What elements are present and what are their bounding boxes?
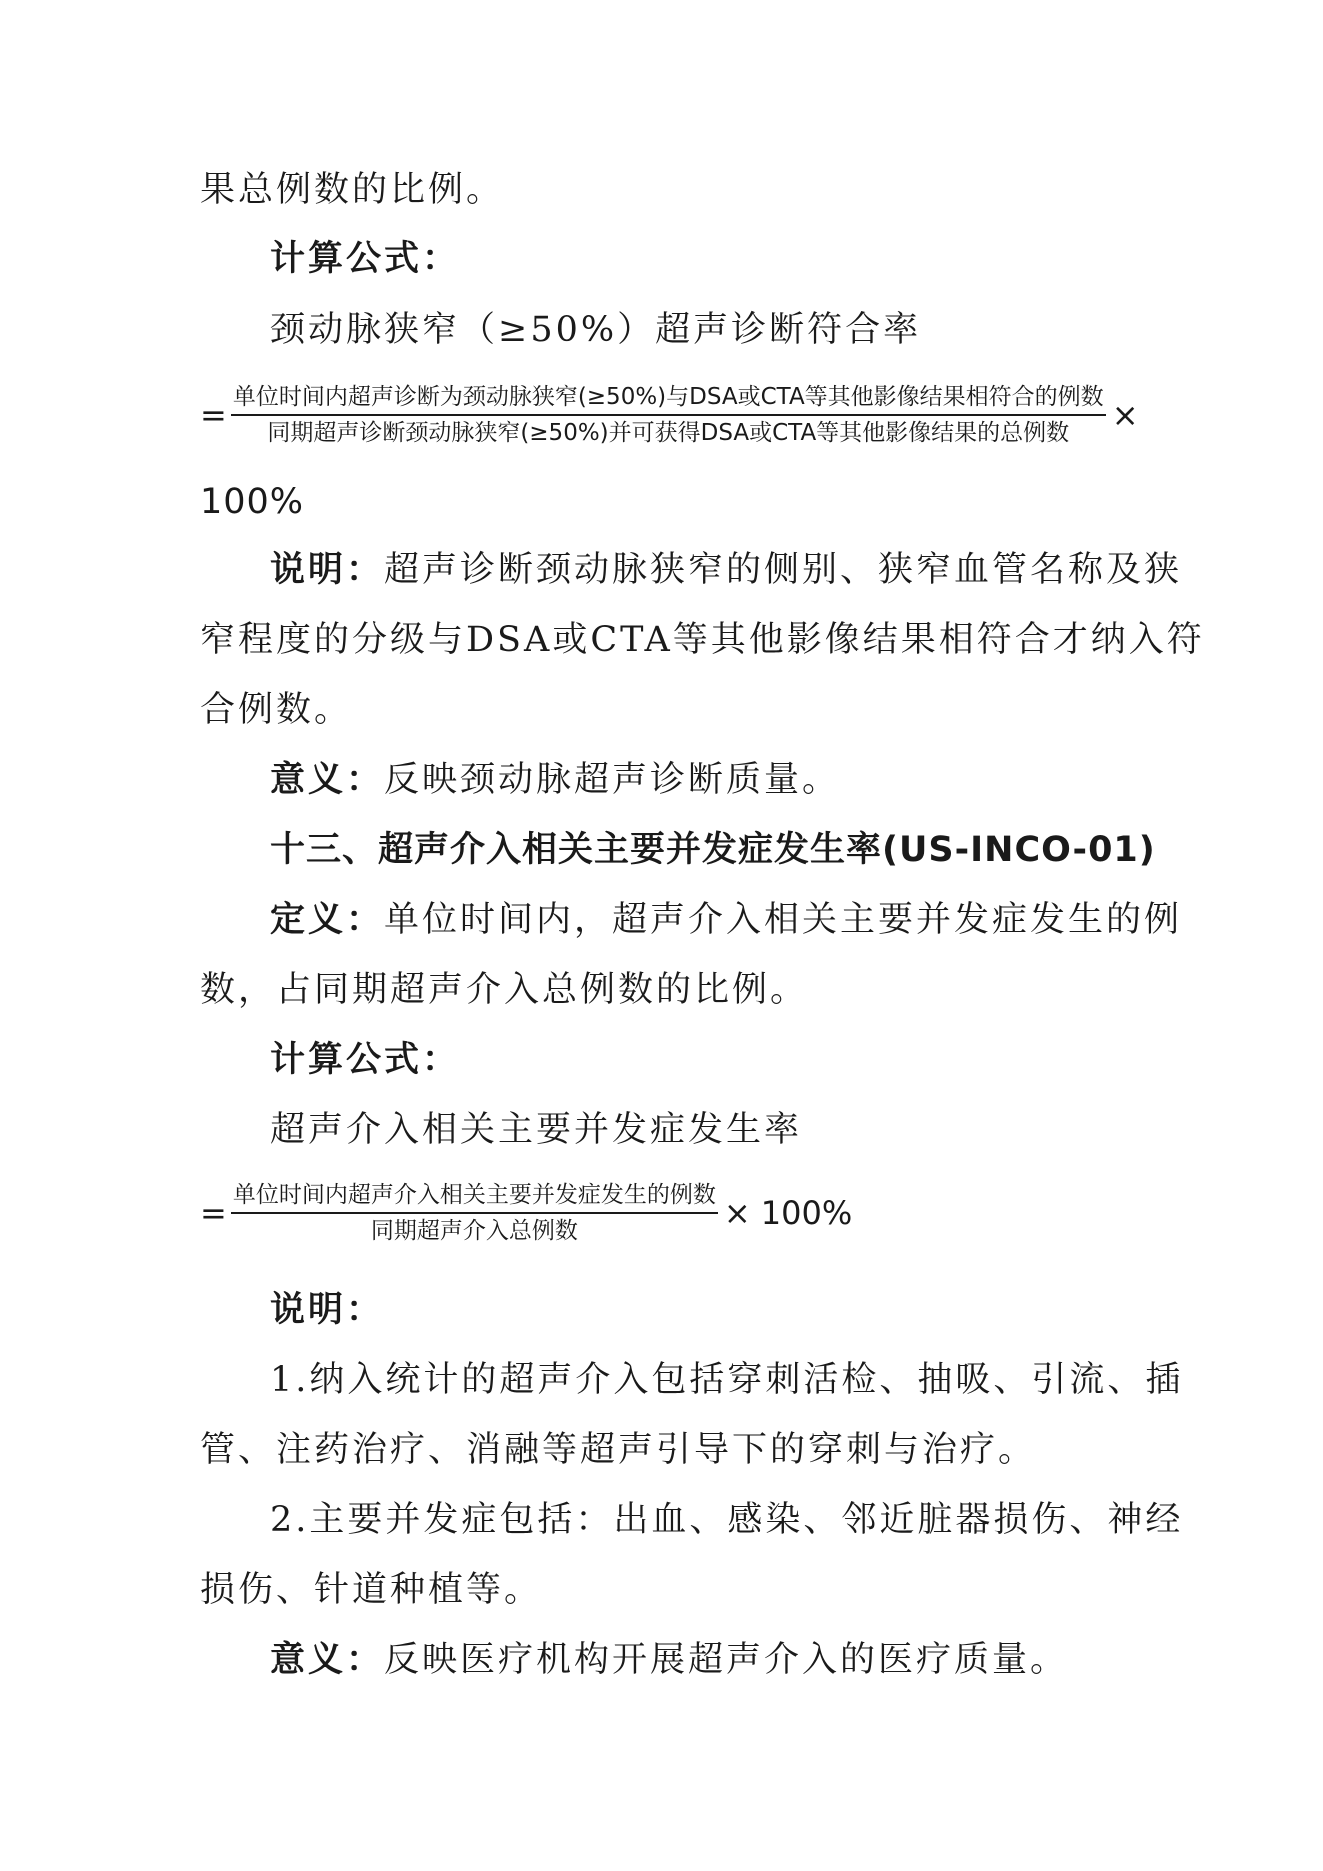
multiply-sign: × xyxy=(1111,396,1139,434)
text-line xyxy=(270,548,1182,592)
numerator: 单位时间内超声介入相关主要并发症发生的例数 xyxy=(232,1182,716,1208)
formula-title: 超声介入相关主要并发症发生率 xyxy=(270,1110,803,1150)
formula-title: 颈动脉狭窄（≥50%）超声诊断符合率 xyxy=(270,310,922,350)
text-line: 2.主要并发症包括：出血、感染、邻近脏器损伤、神经 xyxy=(270,1500,1184,1540)
numerator: 单位时间内超声诊断为颈动脉狭窄(≥50%)与DSA或CTA等其他影像结果相符合的例数 xyxy=(232,384,1104,410)
text-line: 管、注药治疗、消融等超声引导下的穿刺与治疗。 xyxy=(200,1430,1037,1470)
denominator: 同期超声诊断颈动脉狭窄(≥50%)并可获得DSA或CTA等其他影像结果的总例数 xyxy=(267,420,1070,446)
text-line: 合例数。 xyxy=(200,690,353,730)
text-line xyxy=(270,758,840,802)
section-label: 计算公式： xyxy=(270,239,461,279)
text-line: 果总例数的比例。 xyxy=(200,170,505,210)
paragraph-text: 反映颈动脉超声诊断质量。 xyxy=(384,760,841,800)
text-line xyxy=(270,1638,1068,1682)
paragraph-text: 反映医疗机构开展超声介入的医疗质量。 xyxy=(384,1640,1069,1680)
formula-1 xyxy=(200,382,1139,448)
text-line: 窄程度的分级与DSA或CTA等其他影像结果相符合才纳入符 xyxy=(200,620,1205,660)
paragraph-text: 单位时间内，超声介入相关主要并发症发生的例 xyxy=(384,900,1183,940)
section-label: 意义： xyxy=(270,760,385,800)
text-line: 1.纳入统计的超声介入包括穿刺活检、抽吸、引流、插 xyxy=(270,1360,1184,1400)
formula-2 xyxy=(200,1180,852,1246)
text-line: 损伤、针道种植等。 xyxy=(200,1570,543,1610)
section-label: 说明： xyxy=(270,550,385,590)
fraction-bar xyxy=(231,1212,718,1214)
text-line: 数，占同期超声介入总例数的比例。 xyxy=(200,970,809,1010)
multiply-sign: × 100% xyxy=(723,1194,853,1232)
denominator: 同期超声介入总例数 xyxy=(370,1218,578,1244)
paragraph-text: 超声诊断颈动脉狭窄的侧别、狭窄血管名称及狭 xyxy=(384,550,1183,590)
section-label: 意义： xyxy=(270,1640,385,1680)
section-label: 计算公式： xyxy=(270,1040,461,1080)
section-label: 定义： xyxy=(270,900,385,940)
equals-sign: = xyxy=(200,396,227,434)
section-label: 说明： xyxy=(270,1290,385,1330)
equals-sign: = xyxy=(200,1194,227,1232)
text-line xyxy=(270,898,1182,942)
text-line: 100% xyxy=(200,482,305,522)
fraction-bar xyxy=(231,414,1106,416)
section-heading: 十三、超声介入相关主要并发症发生率(US-INCO-01) xyxy=(270,830,1156,870)
